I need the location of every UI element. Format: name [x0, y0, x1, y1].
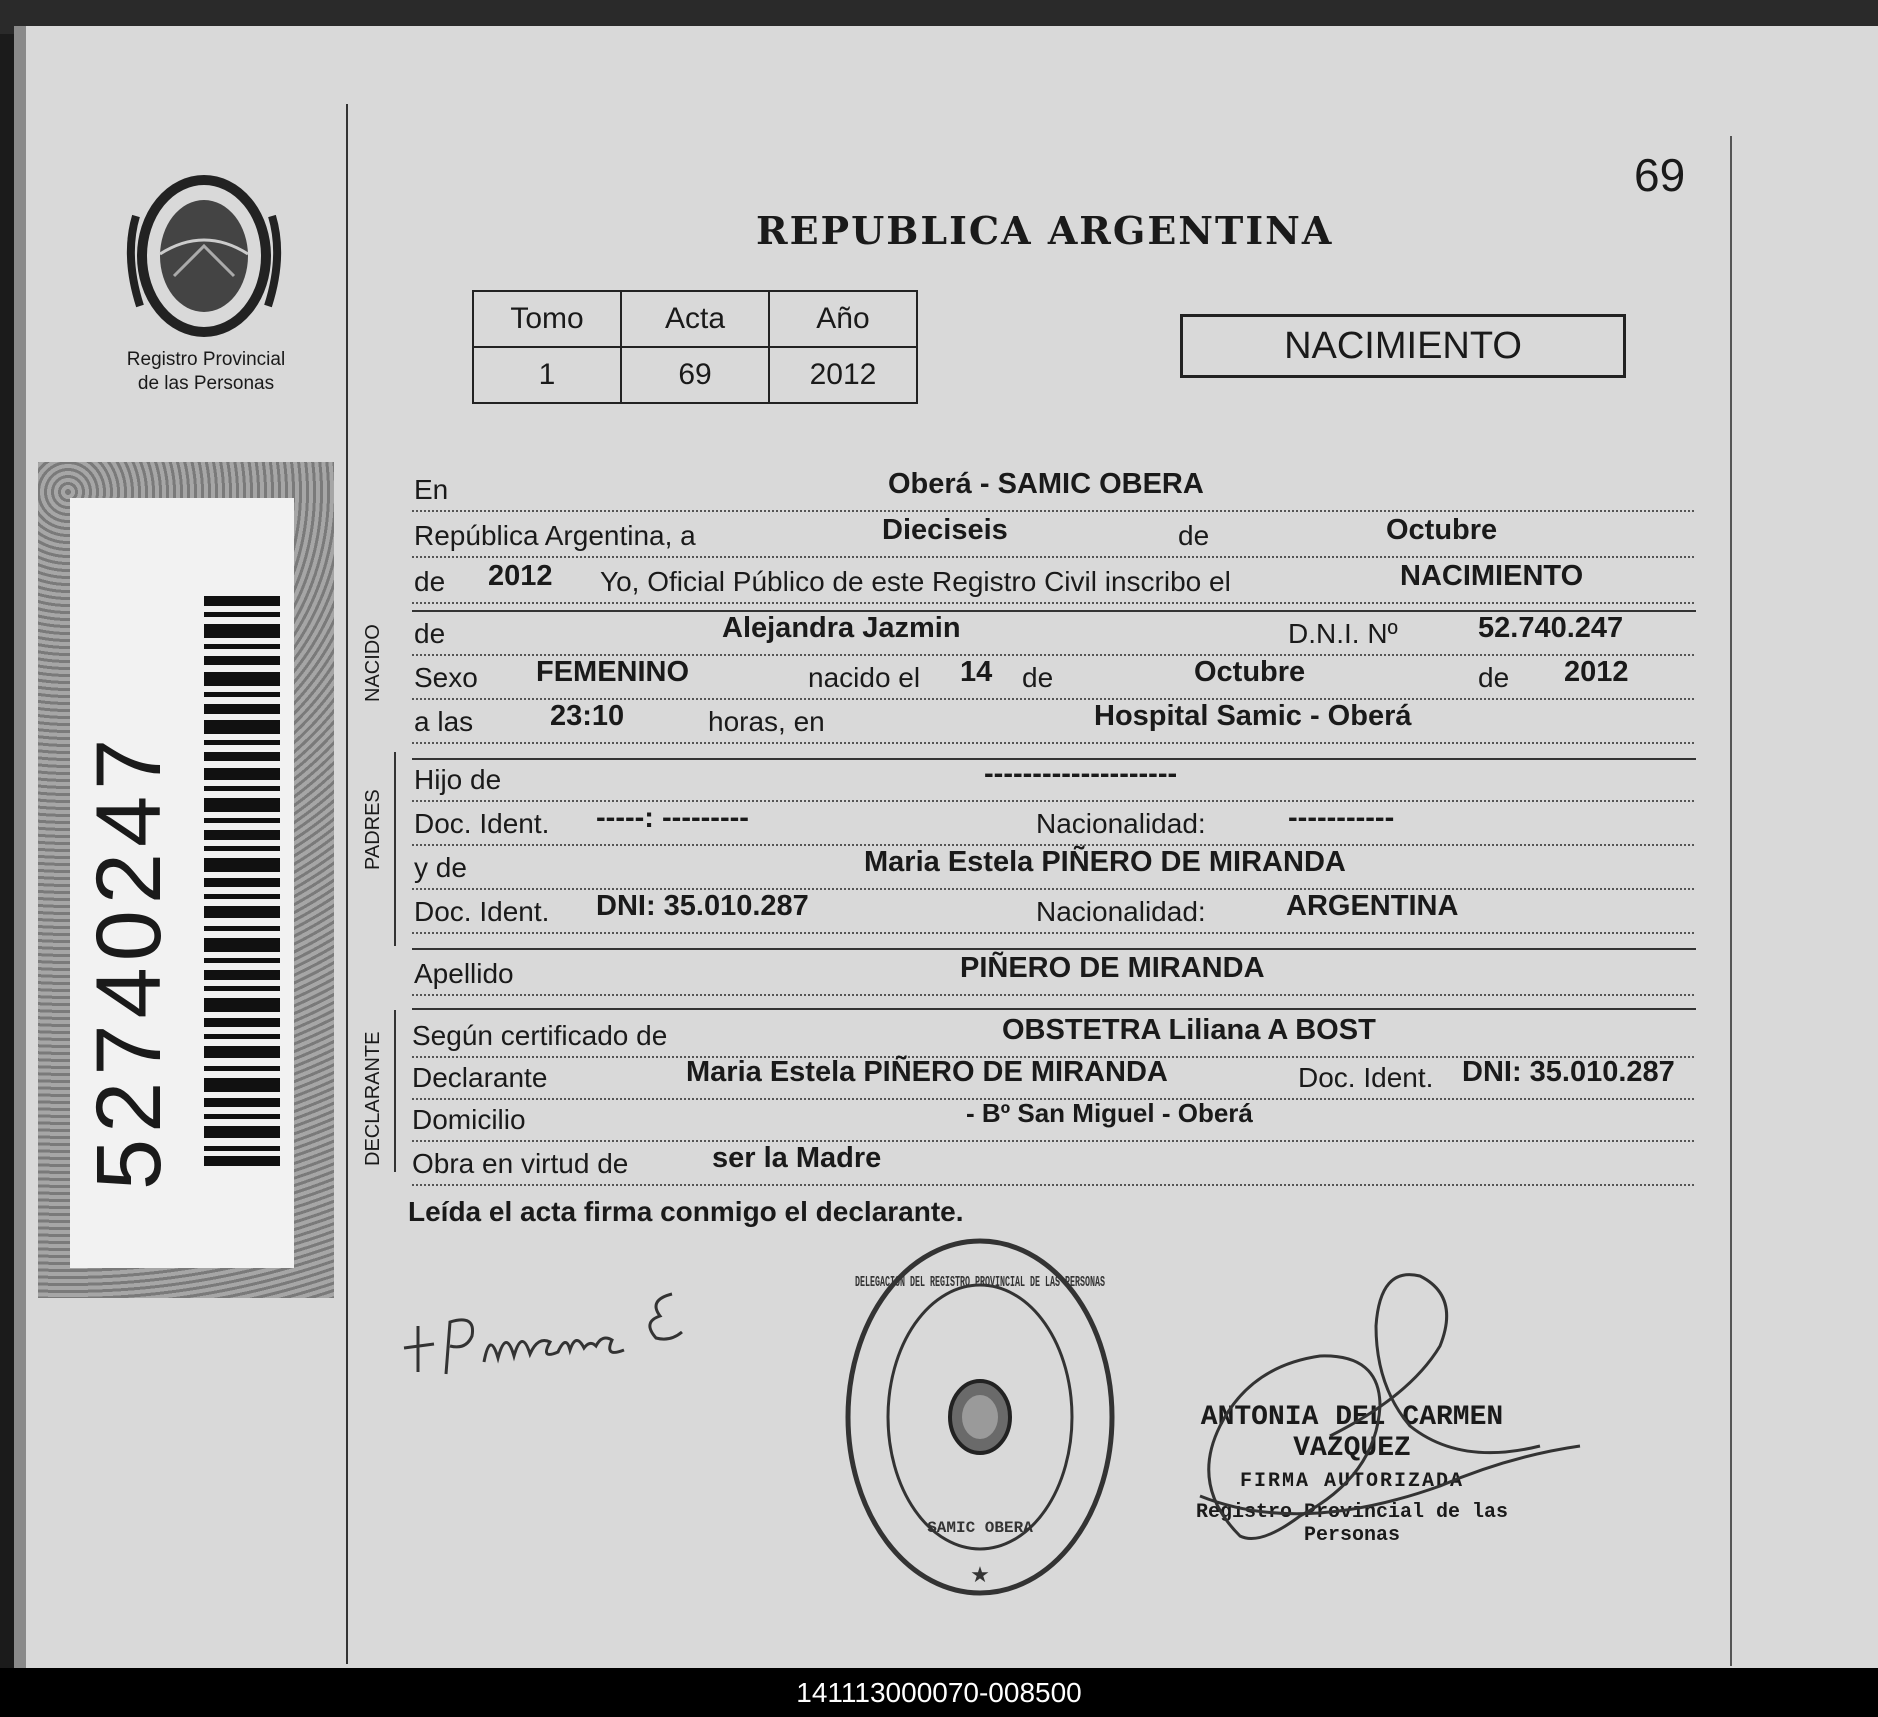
stamp-text: DELEGACION DEL REGISTRO PROVINCIAL DE LAS PERSONAS [855, 1274, 1105, 1291]
row-mother [412, 848, 1694, 890]
hijo-label: Hijo de [414, 764, 502, 795]
sexo-value: FEMENINO [536, 656, 690, 688]
row-surname [412, 954, 1694, 996]
obra-label: Obra en virtud de [412, 1148, 629, 1179]
barcode-bars [204, 596, 280, 1166]
register-header-tomo: Tomo [473, 291, 621, 347]
decl-doc-value: DNI: 35.010.287 [1462, 1056, 1675, 1088]
row-date [412, 516, 1694, 558]
row-certificate [412, 1016, 1694, 1058]
binding-edge [14, 26, 26, 1668]
document-title: REPUBLICA ARGENTINA [756, 208, 1334, 253]
name-label: de [414, 618, 446, 649]
row-name [412, 614, 1694, 656]
section-divider [412, 1008, 1696, 1010]
row-father-doc [412, 804, 1694, 846]
day-value: Dieciseis [882, 514, 1008, 546]
sexo-label: Sexo [414, 662, 478, 693]
register-value-acta: 69 [621, 347, 769, 403]
child-name-value: Alejandra Jazmin [722, 612, 961, 644]
register-table [472, 290, 918, 404]
declarante-bracket [394, 1010, 396, 1172]
register-header-ano: Año [769, 291, 917, 347]
birth-year-value: 2012 [1564, 656, 1629, 688]
registry-name [96, 348, 316, 396]
birth-day-value: 14 [960, 656, 993, 688]
officer-signature [1180, 1236, 1600, 1586]
birth-de2-label: de [1478, 662, 1510, 693]
apellido-value: PIÑERO DE MIRANDA [960, 952, 1265, 984]
stamp-bottom-text: SAMIC OBERA [927, 1519, 1033, 1537]
padres-bracket [394, 752, 396, 946]
decl-label: Declarante [412, 1062, 548, 1093]
dni-value: 52.740.247 [1478, 612, 1624, 644]
yde-label: y de [414, 852, 467, 883]
en-value: Oberá - SAMIC OBERA [888, 468, 1204, 500]
inscribo-label: Yo, Oficial Público de este Registro Civil inscribo el [600, 566, 1231, 597]
hijo-value: -------------------- [984, 758, 1178, 790]
row-time-place [412, 702, 1694, 744]
dom-value: - Bº San Miguel - Oberá [966, 1098, 1253, 1128]
doc2-label: Doc. Ident. [414, 896, 550, 927]
birth-de-label: de [1022, 662, 1054, 693]
republica-label: República Argentina, a [414, 520, 696, 551]
nacido-label: nacido el [808, 662, 921, 693]
svg-text:★: ★ [970, 1562, 990, 1587]
register-header-row [473, 291, 917, 347]
officer-title: FIRMA AUTORIZADA [1239, 1470, 1465, 1493]
province-coat-of-arms-icon [124, 166, 284, 346]
registry-name-line1: Registro Provincial [126, 349, 286, 370]
row-address [412, 1100, 1694, 1142]
row-mother-doc [412, 892, 1694, 934]
section-divider [412, 948, 1696, 950]
de-label: de [1178, 520, 1210, 551]
obra-value: ser la Madre [712, 1142, 882, 1174]
closing-statement: Leída el acta firma conmigo el declarante. [408, 1196, 964, 1227]
inscribo-value: NACIMIENTO [1400, 560, 1584, 592]
register-value-row [473, 347, 917, 403]
barcode-number: 52740247 [78, 732, 180, 1190]
hora-label: a las [414, 706, 474, 737]
right-margin-line [1730, 136, 1732, 1666]
horas-label: horas, en [708, 706, 825, 737]
register-value-ano: 2012 [769, 347, 917, 403]
doc1-value: -----: --------- [596, 802, 749, 834]
row-capacity [412, 1144, 1694, 1186]
left-margin-line [346, 104, 348, 1664]
scan-footer-id: 141113000070-008500 [0, 1668, 1878, 1717]
side-label-nacido: NACIDO [362, 624, 384, 702]
row-inscription [412, 562, 1694, 604]
declarant-signature [398, 1270, 738, 1380]
cert-value: OBSTETRA Liliana A BOST [1002, 1014, 1376, 1046]
doc1-label: Doc. Ident. [414, 808, 550, 839]
year-label: de [414, 566, 446, 597]
register-header-acta: Acta [621, 291, 769, 347]
officer-registry: Registro Provincial de las Personas [1195, 1501, 1509, 1547]
row-birth [412, 658, 1694, 700]
nac2-label: Nacionalidad: [1036, 896, 1206, 927]
row-declarant [412, 1058, 1694, 1100]
page-number: 69 [1634, 149, 1686, 201]
official-stamp-icon [840, 1232, 1120, 1602]
mother-name-value: Maria Estela PIÑERO DE MIRANDA [864, 846, 1346, 878]
row-place [412, 470, 1694, 512]
row-father [412, 760, 1694, 802]
hora-value: 23:10 [550, 700, 625, 732]
nac1-label: Nacionalidad: [1036, 808, 1206, 839]
dni-label: D.N.I. Nº [1288, 618, 1398, 649]
side-label-declarante: DECLARANTE [362, 1031, 384, 1166]
nac1-value: ----------- [1288, 802, 1395, 834]
nac2-value: ARGENTINA [1286, 890, 1459, 922]
cert-label: Según certificado de [412, 1020, 668, 1051]
registry-name-line2: de las Personas [137, 373, 275, 394]
month-value: Octubre [1386, 514, 1498, 546]
place-value: Hospital Samic - Oberá [1094, 700, 1412, 732]
decl-doc-label: Doc. Ident. [1298, 1062, 1434, 1093]
officer-name: ANTONIA DEL CARMEN VAZQUEZ [1200, 1402, 1504, 1464]
doc2-value: DNI: 35.010.287 [596, 890, 809, 922]
dom-label: Domicilio [412, 1104, 526, 1135]
side-label-padres: PADRES [362, 789, 384, 870]
register-value-tomo: 1 [473, 347, 621, 403]
decl-value: Maria Estela PIÑERO DE MIRANDA [686, 1056, 1168, 1088]
apellido-label: Apellido [414, 958, 514, 989]
year-value: 2012 [488, 560, 553, 592]
birth-month-value: Octubre [1194, 656, 1306, 688]
act-type-box: NACIMIENTO [1180, 314, 1626, 378]
en-label: En [414, 474, 449, 505]
